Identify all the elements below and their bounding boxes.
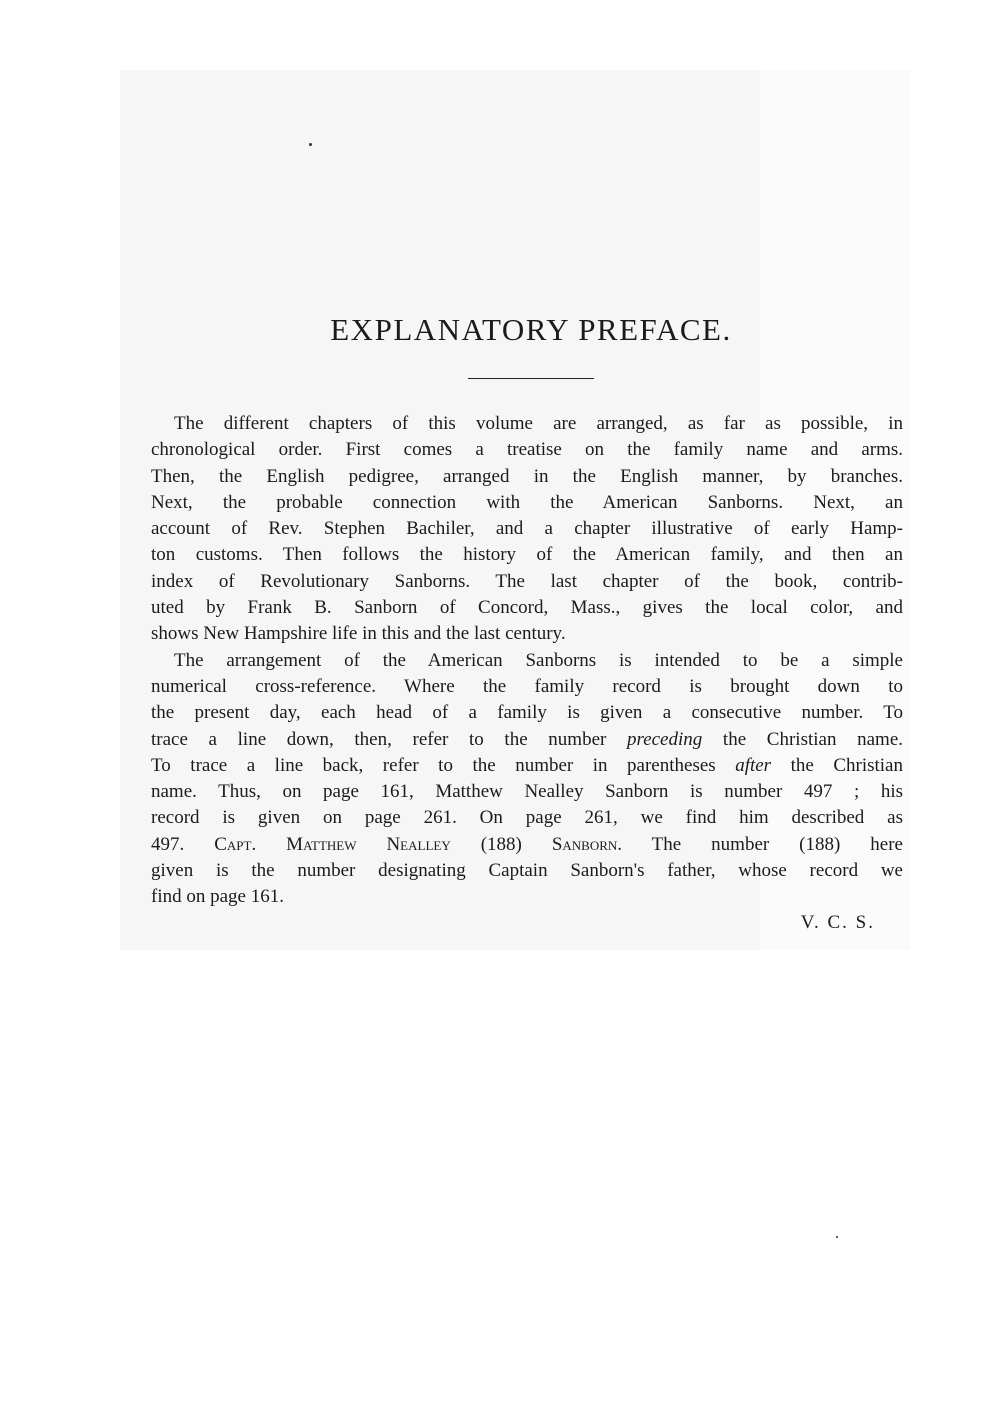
text-line: The arrangement of the American Sanborns is intended to be a simple <box>174 649 903 671</box>
text-line: account of Rev. Stephen Bachiler, and a chapter illustrative of early Hamp- <box>151 518 903 540</box>
text-line <box>151 832 903 858</box>
author-initials: V. C. S. <box>800 912 875 933</box>
text-line: Next, the probable connection with the American Sanborns. Next, an <box>151 491 903 513</box>
text-line: given is the number designating Captain Sanborn's father, whose record we <box>151 860 903 882</box>
text-run: trace a line down, then, refer to the number <box>151 728 627 750</box>
text-run: the Christian <box>771 754 903 776</box>
text-run: The number (188) here <box>622 833 903 855</box>
text-line <box>151 753 903 779</box>
emphasis-preceding: preceding <box>627 728 703 750</box>
text-line <box>151 727 903 753</box>
text-run: the Christian name. <box>702 728 903 750</box>
ink-speck <box>836 1236 838 1238</box>
text-line: Then, the English pedigree, arranged in the English manner, by branches. <box>151 465 903 487</box>
text-line: numerical cross-reference. Where the family record is brought down to <box>151 675 903 697</box>
text-line: record is given on page 261. On page 261, we find him described as <box>151 807 903 829</box>
text-line: name. Thus, on page 161, Matthew Nealley Sanborn is number 497 ; his <box>151 781 903 803</box>
record-number: 497. <box>151 833 215 855</box>
ink-speck <box>309 143 312 146</box>
title-rule <box>468 378 594 379</box>
page-title: EXPLANATORY PREFACE. <box>330 312 732 347</box>
text-line: uted by Frank B. Sanborn of Concord, Mass., gives the local color, and <box>151 597 903 619</box>
preface-body <box>151 411 903 911</box>
text-line: chronological order. First comes a treatise on the family name and arms. <box>151 439 903 461</box>
text-run: To trace a line back, refer to the number in parentheses <box>151 754 736 776</box>
text-line: find on page 161. <box>151 886 284 908</box>
record-heading-example: Capt. Matthew Nealley (188) Sanborn. <box>214 833 623 855</box>
text-line: index of Revolutionary Sanborns. The last chapter of the book, contrib- <box>151 570 903 592</box>
paragraph-1 <box>151 411 903 648</box>
emphasis-after: after <box>735 754 772 776</box>
paragraph-2 <box>151 648 903 911</box>
text-line: The different chapters of this volume are arranged, as far as possible, in <box>174 413 903 434</box>
text-line: shows New Hampshire life in this and the last century. <box>151 623 566 645</box>
text-line: ton customs. Then follows the history of the American family, and then an <box>151 544 903 566</box>
text-line: the present day, each head of a family is given a consecutive number. To <box>151 702 903 724</box>
